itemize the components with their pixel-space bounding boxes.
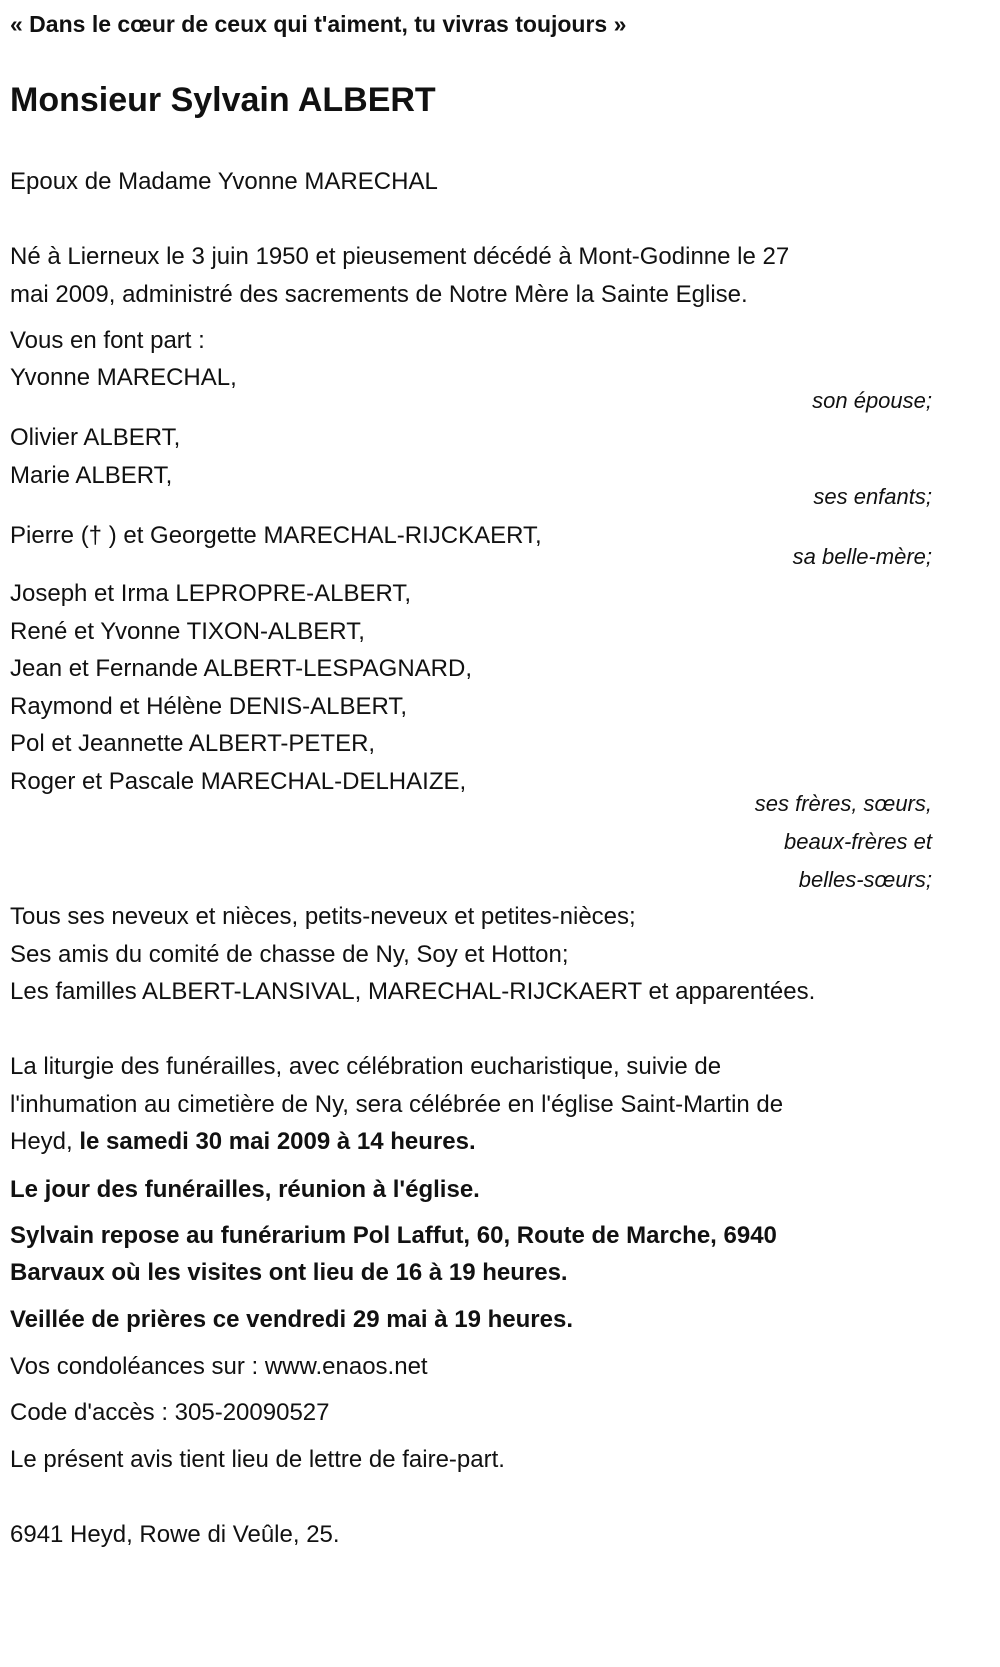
birth-death-line: Né à Lierneux le 3 juin 1950 et pieusement décédé à Mont-Godinne le 27 xyxy=(10,243,790,270)
condolences-link[interactable]: Vos condoléances sur : www.enaos.net xyxy=(10,1353,428,1380)
family-member: Roger et Pascale MARECHAL-DELHAIZE, xyxy=(10,768,467,795)
rest-line: Barvaux où les visites ont lieu de 16 à 19 heures. xyxy=(10,1259,568,1286)
relation-label: sa belle-mère; xyxy=(792,544,932,569)
liturgy-line: l'inhumation au cimetière de Ny, sera célébrée en l'église Saint-Martin de xyxy=(10,1091,784,1118)
relation-label: ses enfants; xyxy=(813,484,932,509)
relation-label: ses frères, sœurs, xyxy=(754,791,932,816)
liturgy-place: Heyd, xyxy=(10,1128,80,1155)
liturgy-date: le samedi 30 mai 2009 à 14 heures. xyxy=(79,1128,476,1155)
family-member: Yvonne MARECHAL, xyxy=(10,364,237,391)
family-member: Joseph et Irma LEPROPRE-ALBERT, xyxy=(10,580,412,607)
vigil-note: Veillée de prières ce vendredi 29 mai à 19 heures. xyxy=(10,1306,573,1333)
family-member: Marie ALBERT, xyxy=(10,462,173,489)
relation-label: son épouse; xyxy=(812,388,932,413)
family-member: René et Yvonne TIXON-ALBERT, xyxy=(10,618,365,645)
family-member: Olivier ALBERT, xyxy=(10,424,181,451)
birth-death-line: mai 2009, administré des sacrements de Notre Mère la Sainte Eglise. xyxy=(10,281,748,308)
liturgy-line xyxy=(10,1127,476,1157)
liturgy-line: La liturgie des funérailles, avec célébration eucharistique, suivie de xyxy=(10,1053,722,1080)
quote: « Dans le cœur de ceux qui t'aiment, tu vivras toujours » xyxy=(10,11,627,37)
family-member: Jean et Fernande ALBERT-LESPAGNARD, xyxy=(10,655,473,682)
family-other: Tous ses neveux et nièces, petits-neveux et petites-nièces; xyxy=(10,903,636,930)
family-member: Raymond et Hélène DENIS-ALBERT, xyxy=(10,693,408,720)
spouse-line: Epoux de Madame Yvonne MARECHAL xyxy=(10,168,438,195)
access-code: Code d'accès : 305-20090527 xyxy=(10,1399,330,1426)
family-other: Ses amis du comité de chasse de Ny, Soy et Hotton; xyxy=(10,941,569,968)
page-title: Monsieur Sylvain ALBERT xyxy=(10,81,436,119)
family-member: Pierre († ) et Georgette MARECHAL-RIJCKAERT, xyxy=(10,522,542,549)
notice: Le présent avis tient lieu de lettre de faire-part. xyxy=(10,1446,505,1473)
relation-label: belles-sœurs; xyxy=(798,867,932,892)
meeting-note: Le jour des funérailles, réunion à l'église. xyxy=(10,1176,480,1203)
intro: Vous en font part : xyxy=(10,327,205,354)
rest-line: Sylvain repose au funérarium Pol Laffut, 60, Route de Marche, 6940 xyxy=(10,1222,777,1249)
family-other: Les familles ALBERT-LANSIVAL, MARECHAL-RIJCKAERT et apparentées. xyxy=(10,978,816,1005)
relation-label: beaux-frères et xyxy=(784,829,932,854)
address: 6941 Heyd, Rowe di Veûle, 25. xyxy=(10,1521,340,1548)
family-member: Pol et Jeannette ALBERT-PETER, xyxy=(10,730,376,757)
